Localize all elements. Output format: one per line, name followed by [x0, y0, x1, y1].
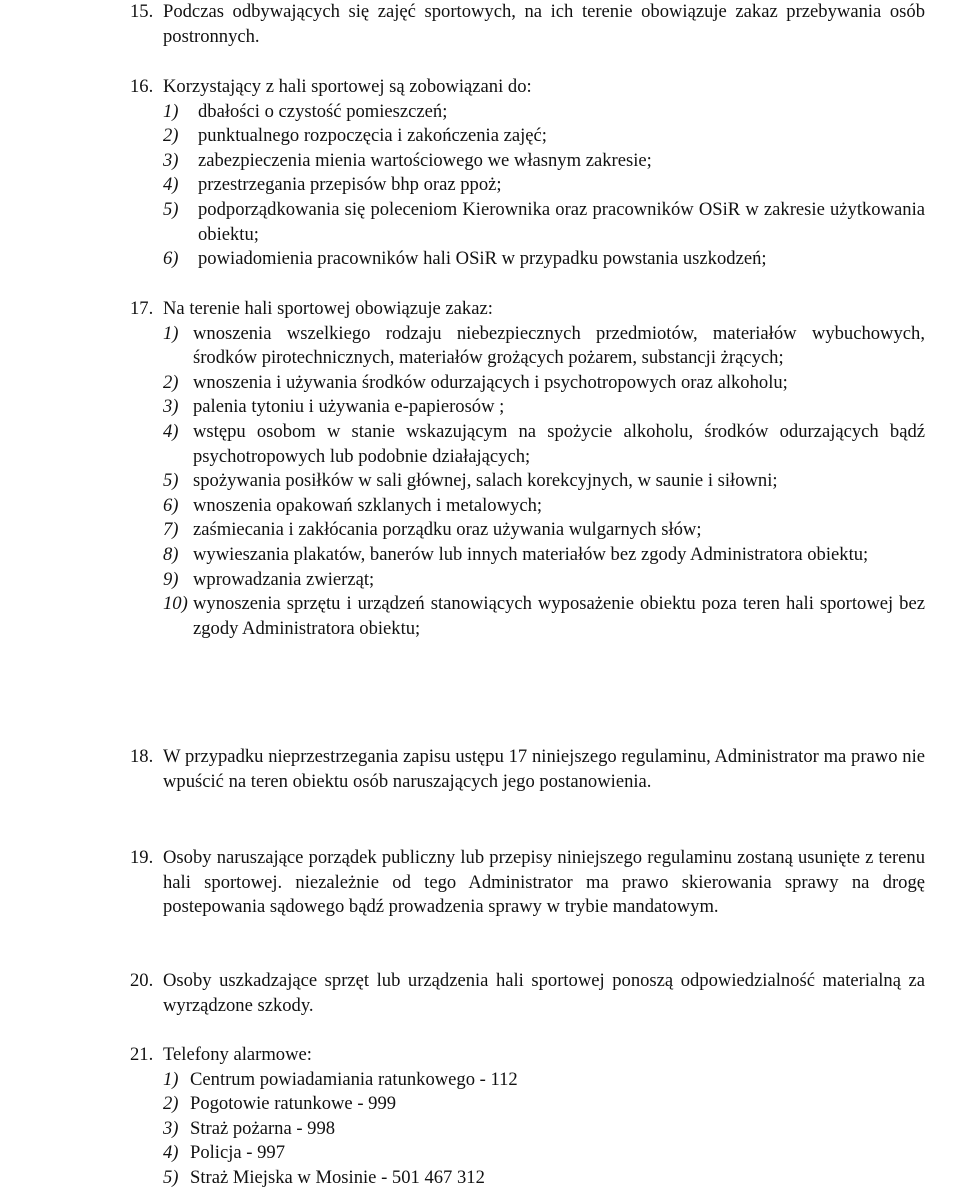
item-number: 1): [163, 1068, 179, 1090]
item-text: punktualnego rozpoczęcia i zakończenia zajęć;: [198, 125, 547, 147]
item-text: Straż pożarna - 998: [190, 1117, 336, 1139]
item-text: podporządkowania się poleceniom Kierownika oraz pracowników OSiR w zakresie użytkowania obiektu;: [198, 198, 925, 245]
list-item: [130, 395, 925, 420]
section-17: [130, 297, 925, 641]
item-text: przestrzegania przepisów bhp oraz ppoż;: [198, 174, 502, 196]
item-text: powiadomienia pracowników hali OSiR w przypadku powstania uszkodzeń;: [198, 248, 767, 270]
item-text: wnoszenia opakowań szklanych i metalowych;: [193, 494, 543, 516]
section-intro: Korzystający z hali sportowej są zobowiązani do:: [163, 76, 532, 97]
section-20: [130, 969, 925, 1018]
item-number: 5): [163, 198, 179, 220]
item-number: 2): [163, 1093, 179, 1115]
list-item: [130, 173, 925, 198]
section-number: 15.: [130, 1, 154, 22]
section-number: 18.: [130, 746, 154, 767]
item-number: 1): [163, 100, 179, 122]
section-text: Podczas odbywających się zajęć sportowych, na ich terenie obowiązuje zakaz przebywania osób postronnych.: [163, 1, 925, 47]
item-number: 1): [163, 322, 179, 344]
list-item: [130, 124, 925, 149]
item-number: 2): [163, 371, 179, 393]
item-number: 3): [163, 396, 179, 418]
list-item: [130, 322, 925, 371]
item-text: spożywania posiłków w sali głównej, salach korekcyjnych, w saunie i siłowni;: [193, 470, 778, 492]
list-item: [130, 1166, 925, 1191]
item-text: Policja - 997: [190, 1142, 286, 1164]
item-number: 3): [163, 1117, 179, 1139]
item-text: zabezpieczenia mienia wartościowego we własnym zakresie;: [198, 149, 652, 171]
list-item: [130, 100, 925, 125]
section-number: 17.: [130, 298, 154, 319]
item-text: dbałości o czystość pomieszczeń;: [198, 100, 448, 122]
item-number: 4): [163, 1142, 179, 1164]
list-item: [130, 247, 925, 272]
item-text: Pogotowie ratunkowe - 999: [190, 1093, 397, 1115]
section-intro: Na terenie hali sportowej obowiązuje zakaz:: [163, 298, 493, 319]
list-item: [130, 568, 925, 593]
section-18: [130, 745, 925, 794]
section-21: [130, 1043, 925, 1191]
list-item: [130, 149, 925, 174]
item-number: 6): [163, 494, 179, 516]
item-text: wnoszenia i używania środków odurzających i psychotropowych oraz alkoholu;: [193, 371, 788, 393]
list-item: [130, 494, 925, 519]
item-number: 6): [163, 248, 179, 270]
list-item: [130, 420, 925, 469]
item-number: 8): [163, 543, 179, 565]
item-number: 5): [163, 470, 179, 492]
item-text: wstępu osobom w stanie wskazującym na spożycie alkoholu, środków odurzających bądź psychotropowych lub podobnie działających;: [193, 420, 925, 467]
section-text: Osoby uszkadzające sprzęt lub urządzenia hali sportowej ponoszą odpowiedzialność materialną za wyrządzone szkody.: [163, 970, 925, 1016]
section-16: [130, 75, 925, 272]
item-text: wnoszenia wszelkiego rodzaju niebezpiecznych przedmiotów, materiałów wybuchowych, środków pirotechnicznych, materiałów grożących pożarem, substancji żrących;: [193, 322, 925, 369]
section-19: [130, 846, 925, 920]
section-number: 20.: [130, 970, 154, 991]
section-number: 19.: [130, 847, 154, 868]
list-item: [130, 469, 925, 494]
item-number: 2): [163, 125, 179, 147]
item-text: zaśmiecania i zakłócania porządku oraz używania wulgarnych słów;: [193, 519, 702, 541]
list-item: [130, 1068, 925, 1093]
list-item: [130, 592, 925, 641]
list-item: [130, 543, 925, 568]
list-item: [130, 518, 925, 543]
item-number: 3): [163, 149, 179, 171]
item-number: 7): [163, 519, 179, 541]
item-number: 10): [163, 593, 188, 615]
section-text: Osoby naruszające porządek publiczny lub przepisy niniejszego regulaminu zostaną usunięte z terenu hali sportowej. niezależnie od tego Administrator ma prawo skierowania sprawy na drogę postepowania sądowego bądź prowadzenia sprawy w trybie mandatowym.: [163, 847, 925, 918]
section-number: 21.: [130, 1044, 154, 1065]
list-item: [130, 1117, 925, 1142]
item-text: wywieszania plakatów, banerów lub innych materiałów bez zgody Administratora obiektu;: [193, 543, 869, 565]
section-intro: Telefony alarmowe:: [163, 1044, 312, 1065]
section-number: 16.: [130, 76, 154, 97]
list-item: [130, 1141, 925, 1166]
item-text: wprowadzania zwierząt;: [193, 568, 375, 590]
item-text: wynoszenia sprzętu i urządzeń stanowiących wyposażenie obiektu poza teren hali sportowej bez zgody Administratora obiektu;: [193, 593, 925, 639]
list-item: [130, 371, 925, 396]
item-text: palenia tytoniu i używania e-papierosów ;: [193, 396, 505, 418]
item-number: 4): [163, 174, 179, 196]
item-text: Straż Miejska w Mosinie - 501 467 312: [190, 1166, 485, 1188]
item-number: 5): [163, 1166, 179, 1188]
list-item: [130, 1092, 925, 1117]
item-number: 4): [163, 420, 179, 442]
item-text: Centrum powiadamiania ratunkowego - 112: [190, 1068, 518, 1090]
item-number: 9): [163, 568, 179, 590]
section-15: [130, 0, 925, 49]
section-text: W przypadku nieprzestrzegania zapisu ustępu 17 niniejszego regulaminu, Administrator ma prawo nie wpuścić na teren obiektu osób naruszających jego postanowienia.: [163, 746, 925, 792]
list-item: [130, 198, 925, 247]
